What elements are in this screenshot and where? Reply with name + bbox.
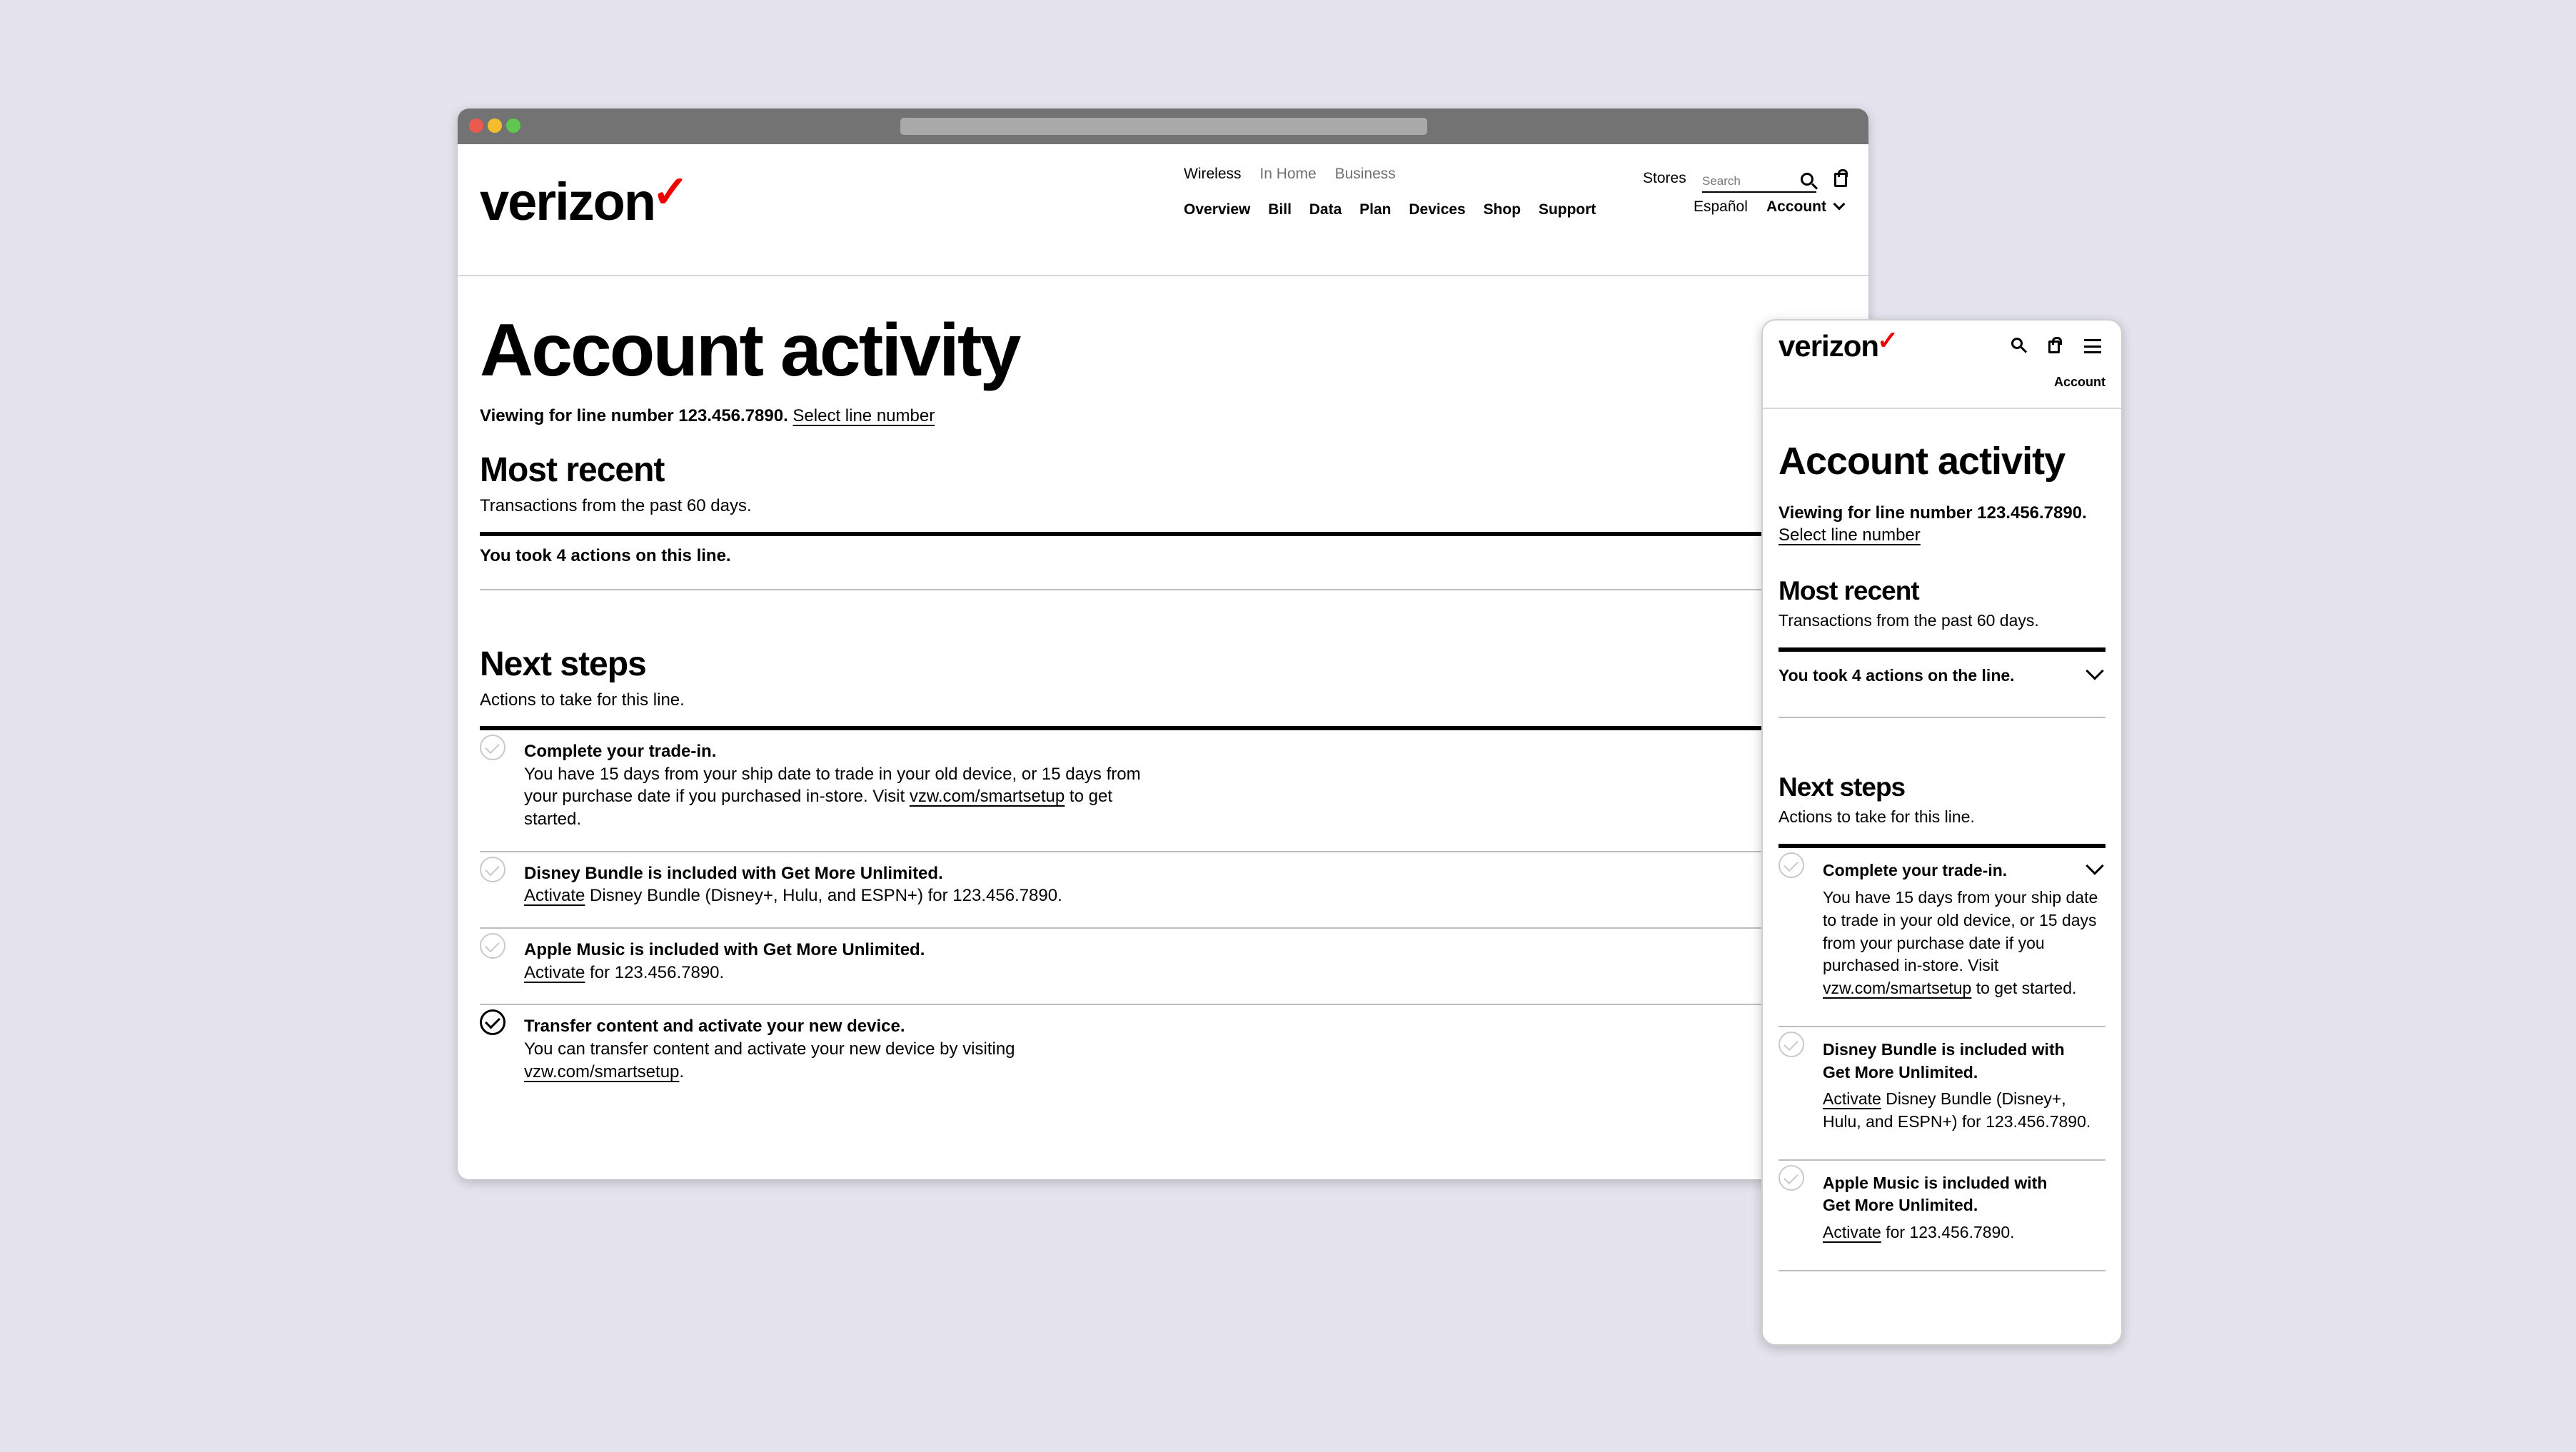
most-recent-heading: Most recent <box>480 451 665 489</box>
check-circle-done-icon[interactable] <box>480 1009 505 1035</box>
site-header <box>458 144 1868 276</box>
most-recent-subtitle: Transactions from the past 60 days. <box>1778 611 2039 630</box>
close-window-button[interactable] <box>469 119 483 133</box>
logo-check-icon: ✓ <box>652 168 688 217</box>
check-circle-icon[interactable] <box>480 933 505 959</box>
address-bar[interactable] <box>900 118 1427 135</box>
smartsetup-link[interactable]: vzw.com/smartsetup <box>1823 979 1972 998</box>
next-steps-heading: Next steps <box>1778 772 1906 802</box>
logo-wordmark: verizon <box>480 172 655 231</box>
description-text: . <box>679 1062 685 1082</box>
chevron-down-icon <box>1833 198 1846 211</box>
shopping-bag-icon[interactable] <box>2048 341 2060 353</box>
mobile-device-frame <box>1761 319 2123 1346</box>
desktop-main-content <box>480 276 1868 1103</box>
nav-overview[interactable]: Overview <box>1184 201 1251 218</box>
check-circle-icon[interactable] <box>480 857 505 882</box>
next-step-item <box>480 730 1868 852</box>
shopping-bag-icon[interactable] <box>1834 173 1847 187</box>
check-circle-icon[interactable] <box>1778 852 1804 878</box>
most-recent-subtitle: Transactions from the past 60 days. <box>480 496 752 515</box>
next-step-title: Apple Music is included with Get More Unlimited. <box>524 940 925 960</box>
next-step-item <box>1778 1161 2105 1271</box>
description-text: Disney Bundle (Disney+, Hulu, and ESPN+) for 123.456.7890. <box>585 886 1062 906</box>
account-label: Account <box>1766 198 1826 215</box>
next-step-title: Apple Music is included with Get More Unlimited. <box>1823 1173 2048 1215</box>
account-link[interactable]: Account <box>2054 375 2105 389</box>
description-text: You have 15 days from your ship date to trade in your old device, or 15 days from your purchase date if you purchased in-store. Visit <box>1823 888 2098 975</box>
next-steps-subtitle: Actions to take for this line. <box>480 690 685 710</box>
next-steps-heading: Next steps <box>480 645 646 683</box>
next-steps-subtitle: Actions to take for this line. <box>1778 807 1975 827</box>
actions-summary[interactable]: You took 4 actions on this line. <box>480 536 1868 590</box>
description-text: for 123.456.7890. <box>585 962 725 982</box>
nav-devices[interactable]: Devices <box>1409 201 1466 218</box>
smartsetup-link[interactable]: vzw.com/smartsetup <box>909 787 1065 807</box>
most-recent-list <box>480 532 1868 590</box>
most-recent-heading: Most recent <box>1778 576 1919 606</box>
next-step-item <box>480 852 1868 929</box>
nav-support[interactable]: Support <box>1538 201 1596 218</box>
next-step-description <box>524 763 1167 831</box>
page-title: Account activity <box>1778 440 2066 483</box>
next-step-description <box>524 1038 1167 1083</box>
viewing-line-text <box>1778 502 2105 546</box>
nav-data[interactable]: Data <box>1309 201 1342 218</box>
next-step-description <box>1823 1221 2105 1244</box>
category-business[interactable]: Business <box>1334 166 1396 182</box>
description-text: to get started. <box>1971 979 2077 998</box>
check-circle-icon[interactable] <box>1778 1032 1804 1057</box>
logo-wordmark: verizon <box>1778 329 1879 363</box>
mobile-main-content <box>1763 442 2121 1271</box>
account-menu[interactable] <box>1766 198 1843 216</box>
next-step-description <box>524 962 1167 984</box>
actions-summary-label: You took 4 actions on the line. <box>1778 666 2015 685</box>
description-text: You can transfer content and activate your new device by visiting <box>524 1039 1015 1059</box>
hamburger-menu-icon[interactable] <box>2084 339 2101 353</box>
most-recent-list <box>1778 647 2105 718</box>
activate-link[interactable]: Activate <box>1823 1223 1881 1242</box>
next-step-title: Disney Bundle is included with Get More Unlimited. <box>1823 1039 2065 1082</box>
maximize-window-button[interactable] <box>506 119 520 133</box>
next-steps-list <box>480 726 1868 1103</box>
next-step-description <box>1823 1088 2105 1133</box>
next-step-description <box>524 884 1167 907</box>
search-input[interactable] <box>1702 168 1795 188</box>
viewing-line-label: Viewing for line number 123.456.7890. <box>1778 503 2087 523</box>
next-steps-list <box>1778 844 2105 1271</box>
search-icon[interactable] <box>2011 338 2023 349</box>
browser-titlebar <box>458 109 1868 144</box>
nav-plan[interactable]: Plan <box>1359 201 1392 218</box>
category-wireless[interactable]: Wireless <box>1184 166 1242 182</box>
nav-shop[interactable]: Shop <box>1483 201 1521 218</box>
next-step-title: Disney Bundle is included with Get More Unlimited. <box>524 863 943 883</box>
main-nav <box>1184 201 1609 218</box>
activate-link[interactable]: Activate <box>1823 1089 1881 1109</box>
check-circle-icon[interactable] <box>480 735 505 760</box>
chevron-down-icon <box>2086 662 2103 680</box>
desktop-browser-window <box>458 109 1868 1179</box>
description-text: You have 15 days from your ship date to trade in your old device, or 15 days from your purchase date if you purchased in-store. Visit <box>524 764 1141 807</box>
next-step-item <box>1778 1027 2105 1161</box>
next-step-item <box>1778 848 2105 1027</box>
language-link[interactable]: Español <box>1694 198 1748 215</box>
next-step-title: Transfer content and activate your new device. <box>524 1017 905 1037</box>
stores-link[interactable]: Stores <box>1643 170 1686 186</box>
category-in-home[interactable]: In Home <box>1259 166 1317 182</box>
category-nav <box>1184 166 1410 183</box>
next-step-item <box>480 1005 1868 1103</box>
minimize-window-button[interactable] <box>488 119 502 133</box>
actions-summary-accordion[interactable] <box>1778 652 2105 718</box>
check-circle-icon[interactable] <box>1778 1165 1804 1191</box>
activate-link[interactable]: Activate <box>524 886 585 906</box>
activate-link[interactable]: Activate <box>524 962 585 982</box>
viewing-line-label: Viewing for line number 123.456.7890. <box>480 406 788 425</box>
smartsetup-link[interactable]: vzw.com/smartsetup <box>524 1062 680 1082</box>
next-step-item <box>480 929 1868 1005</box>
page-title: Account activity <box>480 309 1020 392</box>
search-icon[interactable] <box>1801 173 1813 186</box>
viewing-line-text <box>480 406 1868 426</box>
logo-check-icon: ✓ <box>1877 326 1898 355</box>
description-text: Disney Bundle (Disney+, Hulu, and ESPN+) for 123.456.7890. <box>1823 1089 2091 1131</box>
select-line-link[interactable]: Select line number <box>1778 525 1921 545</box>
verizon-logo[interactable] <box>1778 326 1899 363</box>
search-box <box>1702 168 1816 193</box>
next-step-description <box>1823 887 2105 1000</box>
next-step-title: Complete your trade-in. <box>524 742 717 761</box>
next-step-title: Complete your trade-in. <box>1823 861 2008 880</box>
description-text: for 123.456.7890. <box>1881 1223 2015 1242</box>
mobile-header <box>1763 321 2121 409</box>
verizon-logo[interactable] <box>480 168 690 232</box>
nav-bill[interactable]: Bill <box>1268 201 1292 218</box>
description-text: to get started. <box>524 787 1112 830</box>
select-line-link[interactable]: Select line number <box>793 406 935 425</box>
